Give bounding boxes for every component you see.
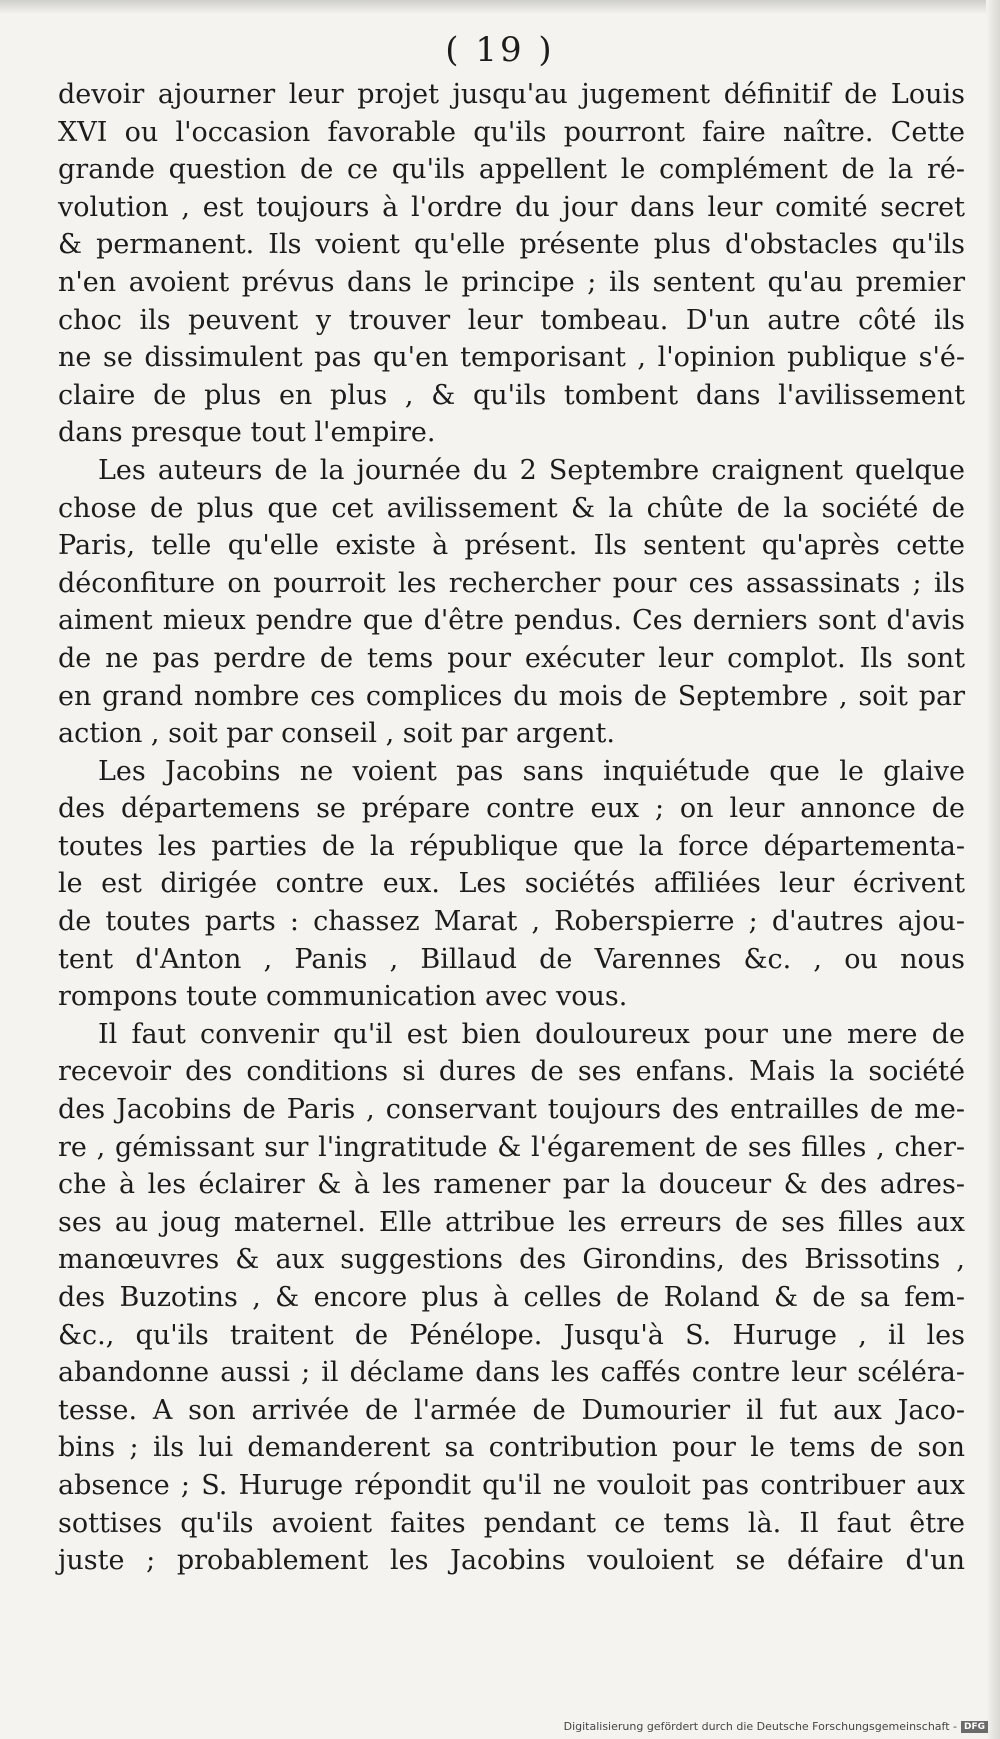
text-line: de toutes parts : chassez Marat , Roberspierre ; d'autres ajou-	[58, 906, 965, 938]
text-line: des Jacobins de Paris , conservant toujours des entrailles de me-	[58, 1094, 965, 1126]
text-line: déconfiture on pourroit les rechercher pour ces assassinats ; ils	[58, 567, 965, 599]
text-line: bins ; ils lui demanderent sa contribution pour le tems de son	[58, 1432, 965, 1464]
text-line: de ne pas perdre de tems pour exécuter leur complot. Ils sont	[58, 642, 965, 674]
text-line: & permanent. Ils voient qu'elle présente plus d'obstacles qu'ils	[58, 229, 965, 261]
text-line: juste ; probablement les Jacobins vouloient se défaire d'un	[58, 1545, 965, 1577]
text-line: des Buzotins , & encore plus à celles de Roland & de sa fem-	[58, 1282, 965, 1313]
text-line: chose de plus que cet avilissement & la chûte de la société de	[58, 492, 965, 524]
text-line: Il faut convenir qu'il est bien douloureux pour une mere de	[98, 1018, 965, 1050]
credit-text: Digitalisierung gefördert durch die Deutsche Forschungsgemeinschaft -	[563, 1720, 957, 1733]
text-line: manœuvres & aux suggestions des Girondins, des Brissotins ,	[58, 1244, 965, 1276]
text-line: tent d'Anton , Panis , Billaud de Varennes &c. , ou nous	[58, 943, 965, 975]
text-line: ne se dissimulent pas qu'en temporisant , l'opinion publique s'é-	[58, 342, 965, 374]
text-line: Paris, telle qu'elle existe à présent. Ils sentent qu'après cette	[58, 530, 965, 562]
text-line: rompons toute communication avec vous.	[58, 981, 628, 1013]
text-line: toutes les parties de la république que la force départementa-	[58, 830, 965, 862]
text-line: aiment mieux pendre que d'être pendus. Ces derniers sont d'avis	[58, 605, 965, 637]
text-line: &c., qu'ils traitent de Pénélope. Jusqu'à S. Huruge , il les	[58, 1319, 965, 1351]
text-line: absence ; S. Huruge répondit qu'il ne vouloit pas contribuer aux	[58, 1469, 965, 1501]
text-line: des départemens se prépare contre eux ; on leur annonce de	[58, 793, 965, 825]
page-number: ( 19 )	[445, 30, 555, 70]
text-line: dans presque tout l'empire.	[58, 417, 436, 449]
text-line: action , soit par conseil , soit par argent.	[58, 718, 615, 750]
text-line: n'en avoient prévus dans le principe ; ils sentent qu'au premier	[58, 266, 965, 298]
digitization-credit	[564, 1720, 988, 1733]
page-right-edge	[986, 0, 1000, 1739]
text-line: XVI ou l'occasion favorable qu'ils pourront faire naître. Cette	[58, 116, 965, 148]
text-line: abandonne aussi ; il déclame dans les caffés contre leur scélérа-	[58, 1357, 965, 1389]
text-line: devoir ajourner leur projet jusqu'au jugement définitif de Louis	[58, 79, 965, 110]
text-line: ses au joug maternel. Elle attribue les erreurs de ses filles aux	[58, 1206, 965, 1238]
text-line: Les auteurs de la journée du 2 Septembre craignent quelque	[98, 454, 965, 486]
text-line: Les Jacobins ne voient pas sans inquiétude que le glaive	[98, 755, 965, 787]
text-line: che à les éclairer & à les ramener par la douceur & des adres-	[58, 1169, 965, 1201]
text-line: recevoir des conditions si dures de ses enfans. Mais la société	[58, 1056, 965, 1088]
text-line: sottises qu'ils avoient faites pendant ce tems là. Il faut être	[58, 1507, 965, 1539]
dfg-logo: DFG	[961, 1721, 988, 1733]
text-line: choc ils peuvent y trouver leur tombeau. D'un autre côté ils	[58, 304, 965, 336]
page-top-edge	[0, 0, 1000, 14]
text-line: en grand nombre ces complices du mois de Septembre , soit par	[58, 680, 965, 712]
text-line: le est dirigée contre eux. Les sociétés affiliées leur écrivent	[58, 868, 965, 900]
text-line: claire de plus en plus , & qu'ils tombent dans l'avilissement	[58, 379, 965, 411]
text-line: volution , est toujours à l'ordre du jour dans leur comité secret	[58, 191, 965, 223]
text-line: re , gémissant sur l'ingratitude & l'égarement de ses filles , cher-	[58, 1131, 965, 1163]
text-line: grande question de ce qu'ils appellent le complément de la ré-	[58, 154, 965, 186]
text-line: tesse. A son arrivée de l'armée de Dumourier il fut aux Jaco-	[58, 1394, 965, 1426]
body-text	[58, 76, 965, 1580]
